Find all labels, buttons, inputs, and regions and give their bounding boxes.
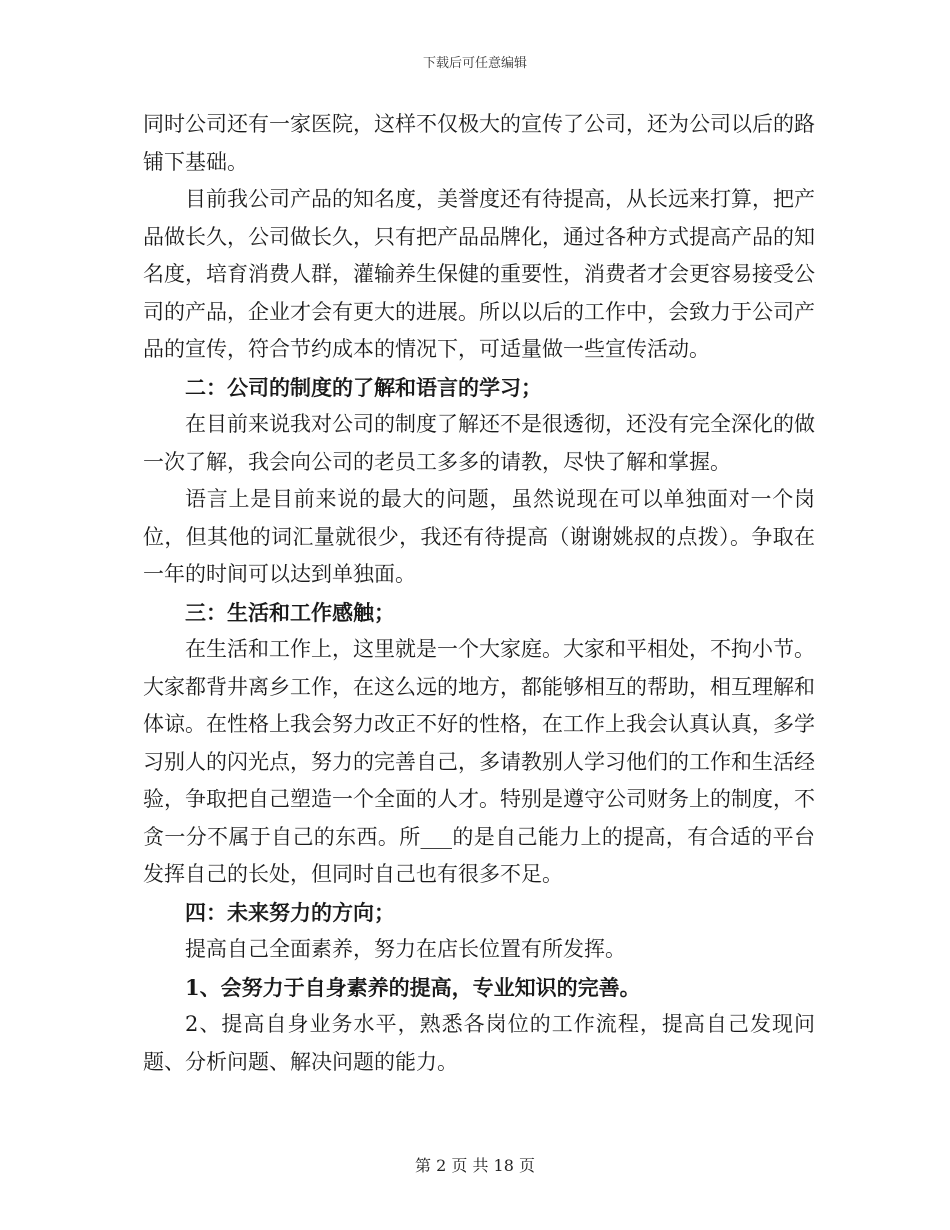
section-heading-4: 四：未来努力的方向；	[185, 899, 395, 925]
paragraph-company-rules: 在目前来说我对公司的制度了解还不是很透彻，还没有完全深化的做一次了解，我会向公司的老员工多多的请教，尽快了解和掌握。	[143, 412, 815, 474]
paragraph-language: 语言上是目前来说的最大的问题，虽然说现在可以单独面对一个岗位，但其他的词汇量就很少，我还有待提高（谢谢姚叔的点拨）。争取在一年的时间可以达到单独面。	[143, 487, 815, 586]
list-item-1: 1、会努力于自身素养的提高，专业知识的完善。	[185, 974, 641, 1000]
paragraph-brand-awareness: 目前我公司产品的知名度，美誉度还有待提高，从长远来打算，把产品做长久，公司做长久，只有把产品品牌化，通过各种方式提高产品的知名度，培育消费人群，灌输养生保健的重要性，消费者才会更容易接受公司的产品，企业才会有更大的进展。所以以后的工作中，会致力于公司产品的宣传，符合节约成本的情况下，可适量做一些宣传活动。	[143, 187, 815, 361]
list-item-2: 2、提高自身业务水平，熟悉各岗位的工作流程，提高自己发现问题、分析问题、解决问题的能力。	[143, 1012, 815, 1074]
page-header: 下载后可任意编辑	[422, 56, 527, 71]
section-heading-2: 二：公司的制度的了解和语言的学习；	[185, 374, 542, 400]
paragraph-future-goal: 提高自己全面素养，努力在店长位置有所发挥。	[185, 937, 626, 961]
page-footer: 第 2 页 共 18 页	[415, 1156, 535, 1175]
paragraph-life-work: 在生活和工作上，这里就是一个大家庭。大家和平相处，不拘小节。大家都背井离乡工作，在这么远的地方，都能够相互的帮助，相互理解和体谅。在性格上我会努力改正不好的性格，在工作上我会认真认真，多学习别人的闪光点，努力的完善自己，多请教别人学习他们的工作和生活经验，争取把自己塑造一个全面的人才。特别是遵守公司财务上的制度，不贪一分不属于自己的东西。所___的是自己能力上的提高，有合适的平台发挥自己的长处，但同时自己也有很多不足。	[143, 637, 815, 886]
section-heading-3: 三：生活和工作感触；	[185, 599, 395, 625]
paragraph-hospital: 同时公司还有一家医院，这样不仅极大的宣传了公司，还为公司以后的路铺下基础。	[143, 112, 815, 174]
document-body	[143, 106, 815, 1081]
